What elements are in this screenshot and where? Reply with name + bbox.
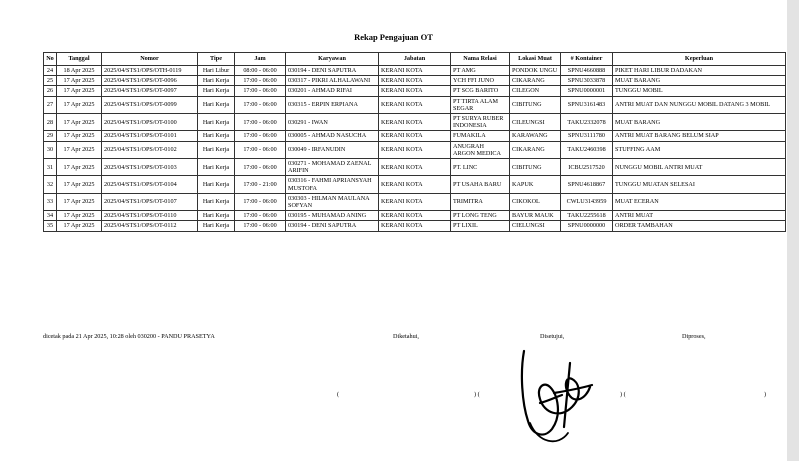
row-time: 08:00 - 06:00 xyxy=(235,66,286,76)
row-date: 17 Apr 2025 xyxy=(57,76,102,86)
table-row xyxy=(44,221,786,231)
row-container: TAKU2460398 xyxy=(561,141,613,158)
row-position: KERANI KOTA xyxy=(379,141,451,158)
row-relation: PT LIXIL xyxy=(451,221,510,231)
row-no: 24 xyxy=(44,66,57,76)
row-time: 17:00 - 06:00 xyxy=(235,96,286,113)
report-title: Rekap Pengajuan OT xyxy=(354,32,433,42)
row-container: SPNU3033878 xyxy=(561,76,613,86)
row-number: 2025/04/STS1/OPS/OT-0101 xyxy=(102,131,198,141)
row-purpose: ANTRI MUAT DAN NUNGGU MOBIL DATANG 3 MOBIL xyxy=(613,96,786,113)
row-container: SPNU4618867 xyxy=(561,176,613,193)
row-no: 28 xyxy=(44,114,57,131)
table-row xyxy=(44,86,786,96)
row-date: 17 Apr 2025 xyxy=(57,221,102,231)
row-relation: TRIMITRA xyxy=(451,193,510,210)
row-purpose: STUFFING AAM xyxy=(613,141,786,158)
row-purpose: MUAT BARANG xyxy=(613,76,786,86)
row-type: Hari Kerja xyxy=(198,114,235,131)
column-header: Tipe xyxy=(198,53,235,66)
row-position: KERANI KOTA xyxy=(379,176,451,193)
row-date: 17 Apr 2025 xyxy=(57,193,102,210)
row-container: TAKU2255618 xyxy=(561,211,613,221)
table-row xyxy=(44,176,786,193)
row-date: 17 Apr 2025 xyxy=(57,211,102,221)
row-position: KERANI KOTA xyxy=(379,114,451,131)
row-employee: 030317 - PIKRI ALHALAWANI xyxy=(286,76,379,86)
row-no: 25 xyxy=(44,76,57,86)
row-location: KARAWANG xyxy=(510,131,561,141)
row-location: CILEUNGSI xyxy=(510,114,561,131)
row-location: PONDOK UNGU xyxy=(510,66,561,76)
row-location: CIBITUNG xyxy=(510,96,561,113)
row-location: CILEGON xyxy=(510,86,561,96)
row-relation: PT SCG BARITO xyxy=(451,86,510,96)
row-type: Hari Kerja xyxy=(198,141,235,158)
column-header: Tanggal xyxy=(57,53,102,66)
row-date: 17 Apr 2025 xyxy=(57,159,102,176)
row-container: CWLU3143959 xyxy=(561,193,613,210)
row-number: 2025/04/STS1/OPS/OT-0103 xyxy=(102,159,198,176)
row-container: SPNU0000001 xyxy=(561,86,613,96)
row-time: 17:00 - 06:00 xyxy=(235,221,286,231)
row-date: 17 Apr 2025 xyxy=(57,86,102,96)
row-number: 2025/04/STS1/OPS/OT-0107 xyxy=(102,193,198,210)
row-number: 2025/04/STS1/OPS/OT-0097 xyxy=(102,86,198,96)
row-container: SPNU4660888 xyxy=(561,66,613,76)
row-type: Hari Kerja xyxy=(198,221,235,231)
known-label: Diketahui, xyxy=(393,333,419,340)
row-number: 2025/04/STS1/OPS/OT-0100 xyxy=(102,114,198,131)
row-type: Hari Kerja xyxy=(198,193,235,210)
row-date: 17 Apr 2025 xyxy=(57,96,102,113)
row-type: Hari Kerja xyxy=(198,131,235,141)
table-row xyxy=(44,96,786,113)
row-relation: PT. LINC xyxy=(451,159,510,176)
row-container: SPNU0000000 xyxy=(561,221,613,231)
row-position: KERANI KOTA xyxy=(379,86,451,96)
row-location: CIELUNGSI xyxy=(510,221,561,231)
table-row xyxy=(44,131,786,141)
row-type: Hari Kerja xyxy=(198,176,235,193)
row-container: TAKU2332078 xyxy=(561,114,613,131)
row-position: KERANI KOTA xyxy=(379,211,451,221)
row-time: 17:00 - 06:00 xyxy=(235,86,286,96)
row-employee: 030049 - IRFANUDIN xyxy=(286,141,379,158)
row-date: 17 Apr 2025 xyxy=(57,114,102,131)
signature-bracket-3: ) ( xyxy=(620,391,626,398)
row-time: 17:00 - 06:00 xyxy=(235,159,286,176)
table-row xyxy=(44,193,786,210)
table-row xyxy=(44,76,786,86)
row-number: 2025/04/STS1/OPS/OT-0102 xyxy=(102,141,198,158)
row-date: 17 Apr 2025 xyxy=(57,131,102,141)
row-time: 17:00 - 06:00 xyxy=(235,114,286,131)
printed-info: dicetak pada 21 Apr 2025, 10:28 oleh 030200 - PANDU PRASETYA xyxy=(43,333,215,340)
column-header: Keperluan xyxy=(613,53,786,66)
column-header: Nomor xyxy=(102,53,198,66)
row-time: 17:00 - 06:00 xyxy=(235,76,286,86)
row-date: 18 Apr 2025 xyxy=(57,66,102,76)
row-type: Hari Kerja xyxy=(198,159,235,176)
signature-bracket-4: ) xyxy=(764,391,767,398)
row-purpose: ANTRI MUAT xyxy=(613,211,786,221)
table-row xyxy=(44,114,786,131)
column-header: Nama Relasi xyxy=(451,53,510,66)
row-number: 2025/04/STS1/OPS/OT-0110 xyxy=(102,211,198,221)
row-location: KAPUK xyxy=(510,176,561,193)
row-position: KERANI KOTA xyxy=(379,96,451,113)
row-number: 2025/04/STS1/OPS/OT-0112 xyxy=(102,221,198,231)
row-container: SPNU3161483 xyxy=(561,96,613,113)
row-relation: PT TIRTA ALAM SEGAR xyxy=(451,96,510,113)
scrollbar-track[interactable] xyxy=(787,0,799,461)
row-position: KERANI KOTA xyxy=(379,76,451,86)
row-position: KERANI KOTA xyxy=(379,193,451,210)
row-employee: 030303 - HILMAN MAULANA SOFYAN xyxy=(286,193,379,210)
row-no: 29 xyxy=(44,131,57,141)
row-relation: YCH FFI JUNO xyxy=(451,76,510,86)
signature-bracket-2: ) ( xyxy=(474,391,480,398)
row-employee: 030291 - IWAN xyxy=(286,114,379,131)
row-position: KERANI KOTA xyxy=(379,66,451,76)
row-container: ICBU2517520 xyxy=(561,159,613,176)
row-date: 17 Apr 2025 xyxy=(57,176,102,193)
row-date: 17 Apr 2025 xyxy=(57,141,102,158)
row-employee: 030195 - MUHAMAD ANING xyxy=(286,211,379,221)
table-row xyxy=(44,66,786,76)
table-row xyxy=(44,211,786,221)
column-header: Jam xyxy=(235,53,286,66)
row-no: 35 xyxy=(44,221,57,231)
row-relation: PT AMG xyxy=(451,66,510,76)
row-purpose: ORDER TAMBAHAN xyxy=(613,221,786,231)
row-employee: 030194 - DENI SAPUTRA xyxy=(286,221,379,231)
row-no: 31 xyxy=(44,159,57,176)
row-position: KERANI KOTA xyxy=(379,159,451,176)
row-purpose: NUNGGU MOBIL ANTRI MUAT xyxy=(613,159,786,176)
row-purpose: TUNGGU MUATAN SELESAI xyxy=(613,176,786,193)
row-employee: 030315 - ERPIN ERPIANA xyxy=(286,96,379,113)
row-relation: ANUGRAH ARGON MEDICA xyxy=(451,141,510,158)
row-time: 17:00 - 06:00 xyxy=(235,211,286,221)
row-purpose: PIKET HARI LIBUR DADAKAN xyxy=(613,66,786,76)
row-time: 17:00 - 06:00 xyxy=(235,131,286,141)
table-body xyxy=(44,66,786,232)
row-number: 2025/04/STS1/OPS/OT-0099 xyxy=(102,96,198,113)
row-location: CIKARANG xyxy=(510,76,561,86)
overtime-table xyxy=(43,52,786,232)
row-type: Hari Kerja xyxy=(198,211,235,221)
row-type: Hari Libur xyxy=(198,66,235,76)
row-purpose: ANTRI MUAT BARANG BELUM SIAP xyxy=(613,131,786,141)
row-no: 27 xyxy=(44,96,57,113)
row-time: 17:00 - 06:00 xyxy=(235,193,286,210)
column-header: # Kontainer xyxy=(561,53,613,66)
row-no: 33 xyxy=(44,193,57,210)
row-no: 30 xyxy=(44,141,57,158)
table-row xyxy=(44,159,786,176)
row-employee: 030271 - MOHAMAD ZAENAL ARIFIN xyxy=(286,159,379,176)
row-position: KERANI KOTA xyxy=(379,221,451,231)
row-location: CIKOKOL xyxy=(510,193,561,210)
row-relation: PT USAHA BARU xyxy=(451,176,510,193)
row-type: Hari Kerja xyxy=(198,96,235,113)
row-number: 2025/04/STS1/OPS/OTH-0119 xyxy=(102,66,198,76)
column-header: Jabatan xyxy=(379,53,451,66)
row-employee: 030201 - AHMAD RIFAI xyxy=(286,86,379,96)
row-purpose: MUAT ECERAN xyxy=(613,193,786,210)
signature-bracket-1: ( xyxy=(337,391,340,398)
column-header: Karyawan xyxy=(286,53,379,66)
row-no: 26 xyxy=(44,86,57,96)
column-header: Lokasi Muat xyxy=(510,53,561,66)
row-relation: PT LONG TENG xyxy=(451,211,510,221)
table-row xyxy=(44,141,786,158)
row-no: 32 xyxy=(44,176,57,193)
row-time: 17:00 - 21:00 xyxy=(235,176,286,193)
processed-label: Diproses, xyxy=(682,333,706,340)
row-employee: 030316 - FAHMI APRIANSYAH MUSTOFA xyxy=(286,176,379,193)
row-number: 2025/04/STS1/OPS/OT-0096 xyxy=(102,76,198,86)
row-no: 34 xyxy=(44,211,57,221)
row-container: SPNU3111780 xyxy=(561,131,613,141)
row-relation: PT SURYA RUBER INDONESIA xyxy=(451,114,510,131)
table-header-row xyxy=(44,53,786,66)
row-relation: FUMAKILA xyxy=(451,131,510,141)
row-employee: 030005 - AHMAD NASUCHA xyxy=(286,131,379,141)
approved-label: Disetujui, xyxy=(540,333,565,340)
row-type: Hari Kerja xyxy=(198,76,235,86)
row-time: 17:00 - 06:00 xyxy=(235,141,286,158)
row-location: CIBITUNG xyxy=(510,159,561,176)
row-number: 2025/04/STS1/OPS/OT-0104 xyxy=(102,176,198,193)
handwritten-signature xyxy=(510,343,600,453)
column-header: No xyxy=(44,53,57,66)
row-location: CIKARANG xyxy=(510,141,561,158)
row-type: Hari Kerja xyxy=(198,86,235,96)
row-purpose: TUNGGU MOBIL xyxy=(613,86,786,96)
row-purpose: MUAT BARANG xyxy=(613,114,786,131)
row-position: KERANI KOTA xyxy=(379,131,451,141)
row-employee: 030194 - DENI SAPUTRA xyxy=(286,66,379,76)
row-location: BAYUR MAUK xyxy=(510,211,561,221)
